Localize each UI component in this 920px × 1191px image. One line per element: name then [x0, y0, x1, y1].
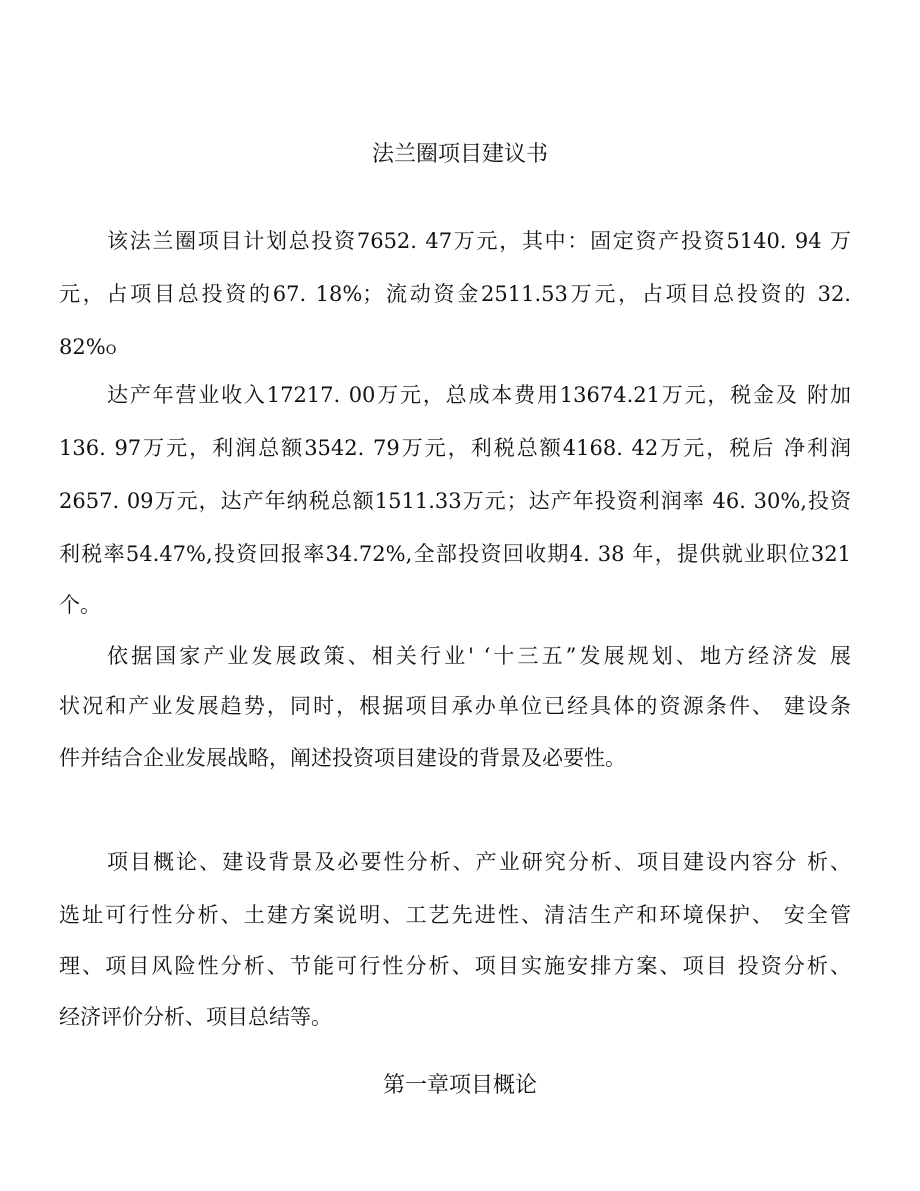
- paragraph-line: 经济评价分析、项目总结等。: [59, 1005, 332, 1029]
- paragraph-line: 136. 97万元，利润总额3542. 79万元，利税总额4168. 42万元，税后 净利润: [59, 436, 851, 460]
- document-title: 法兰圈项目建议书: [371, 142, 548, 167]
- paragraph-line: 项目概论、建设背景及必要性分析、产业研究分析、项目建设内容分 析、: [107, 850, 851, 874]
- chapter-heading: 第一章项目概论: [382, 1073, 537, 1098]
- paragraph-line: 该法兰圈项目计划总投资7652. 47万元，其中：固定资产投资5140. 94 万: [107, 229, 851, 253]
- paragraph-line: 元，占项目总投资的67. 18%；流动资金2511.53万元，占项目总投资的 32.: [59, 282, 851, 306]
- paragraph-line: 个。: [59, 593, 101, 617]
- paragraph-line: 达产年营业收入17217. 00万元，总成本费用13674.21万元，税金及 附加: [107, 383, 851, 407]
- paragraph-line: 2657. 09万元，达产年纳税总额1511.33万元；达产年投资利润率 46. 30%,投资: [59, 489, 851, 513]
- paragraph-line: 选址可行性分析、土建方案说明、工艺先进性、清洁生产和环境保护、 安全管: [59, 903, 851, 927]
- percent-text: 82%: [59, 335, 106, 359]
- paragraph-line: 依据国家产业发展政策、相关行业' ‘十三五”发展规划、地方经济发 展: [107, 644, 851, 668]
- paragraph-line: 利税率54.47%,投资回报率34.72%,全部投资回收期4. 38 年，提供就业职位321: [59, 542, 851, 566]
- ocr-artifact: O: [105, 343, 117, 358]
- paragraph-line: 件并结合企业发展战略，阐述投资项目建设的背景及必要性。: [59, 746, 626, 770]
- paragraph-line: 理、项目风险性分析、节能可行性分析、项目实施安排方案、项目 投资分析、: [59, 954, 851, 978]
- paragraph-line: [59, 332, 116, 366]
- paragraph-line: 状况和产业发展趋势，同时，根据项目承办单位已经具体的资源条件、 建设条: [59, 694, 851, 718]
